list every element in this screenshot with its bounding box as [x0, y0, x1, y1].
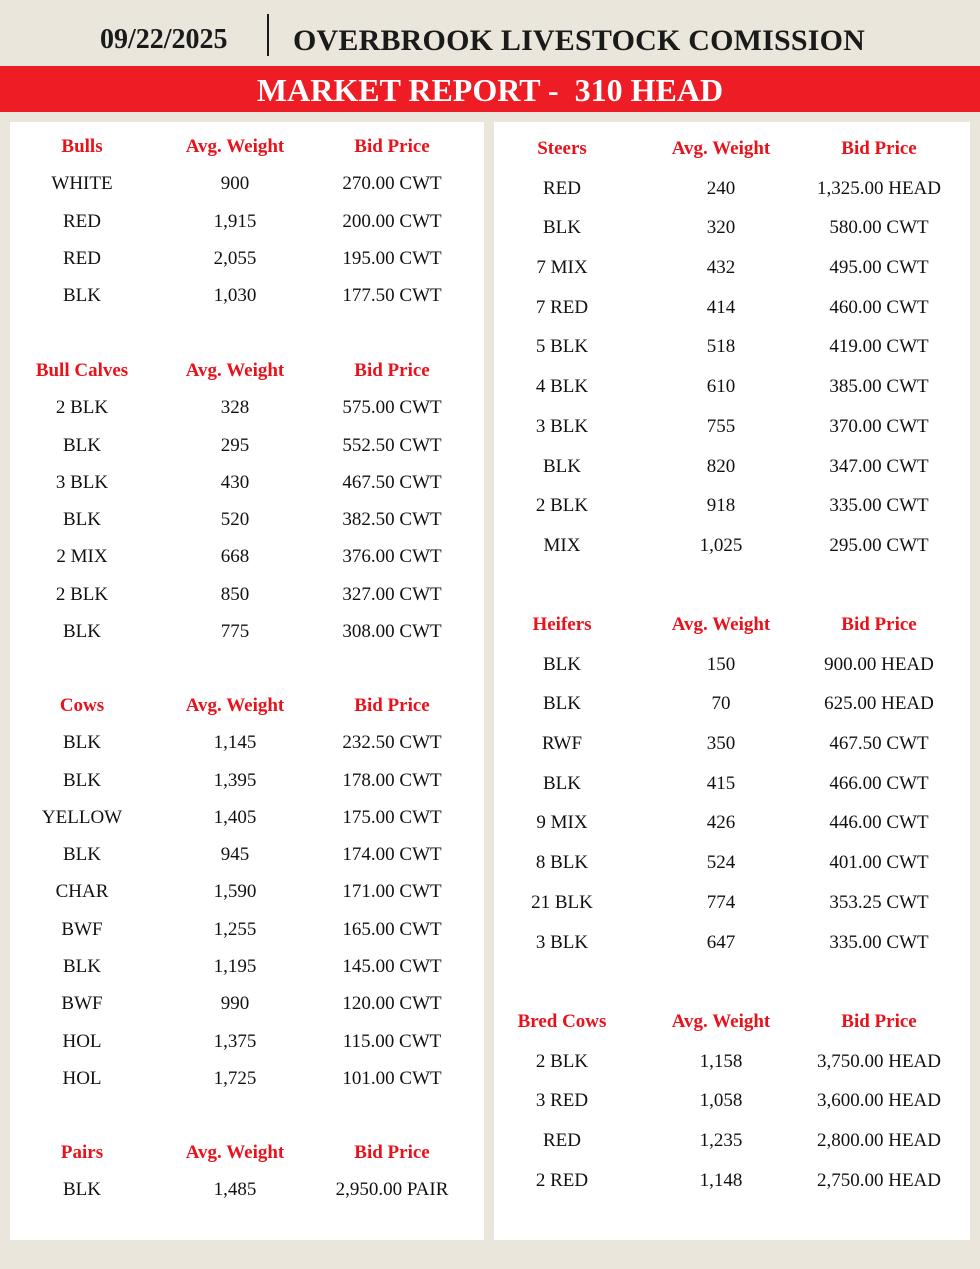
lot-description: BLK	[63, 621, 101, 643]
bid-price-header: Bid Price	[841, 1011, 917, 1032]
table-row	[494, 932, 970, 972]
bid-price: 120.00 CWT	[342, 993, 442, 1015]
lot-description: 21 BLK	[531, 891, 593, 913]
bid-price: 382.50 CWT	[342, 509, 442, 531]
steers-section	[494, 138, 970, 575]
bid-price: 376.00 CWT	[342, 546, 442, 568]
avg-weight: 240	[706, 177, 736, 199]
bid-price: 467.50 CWT	[342, 471, 442, 493]
avg-weight: 918	[706, 495, 736, 517]
bid-price: 145.00 CWT	[342, 956, 442, 978]
table-row	[10, 173, 484, 210]
table-row	[494, 376, 970, 416]
right-panel	[494, 122, 970, 1240]
table-row	[10, 1179, 484, 1216]
section-title: Steers	[537, 138, 587, 159]
avg-weight: 610	[706, 376, 736, 398]
bid-price: 353.25 CWT	[829, 891, 929, 913]
bid-price: 401.00 CWT	[829, 852, 929, 874]
avg-weight: 1,025	[699, 534, 743, 556]
pairs-section	[10, 1142, 484, 1217]
avg-weight-header: Avg. Weight	[185, 695, 285, 716]
bid-price: 177.50 CWT	[342, 285, 442, 307]
lot-description: RED	[63, 247, 101, 269]
report-date: 09/22/2025	[100, 24, 228, 55]
bid-price-header: Bid Price	[841, 614, 917, 635]
bid-price: 101.00 CWT	[342, 1067, 442, 1089]
avg-weight: 990	[220, 993, 250, 1015]
lot-description: CHAR	[55, 881, 109, 903]
table-row	[494, 257, 970, 297]
bull-calves-section	[10, 360, 484, 658]
table-row	[10, 1068, 484, 1105]
cows-section	[10, 695, 484, 1105]
lot-description: BLK	[63, 844, 101, 866]
section-header	[494, 138, 970, 178]
table-row	[494, 1051, 970, 1091]
section-title: Pairs	[60, 1142, 104, 1163]
table-row	[494, 852, 970, 892]
avg-weight: 755	[706, 415, 736, 437]
bid-price: 2,950.00 PAIR	[335, 1179, 449, 1201]
avg-weight-header: Avg. Weight	[185, 360, 285, 381]
avg-weight: 426	[706, 812, 736, 834]
avg-weight: 1,148	[699, 1169, 743, 1191]
section-header	[10, 360, 484, 397]
table-row	[10, 397, 484, 434]
avg-weight: 1,058	[699, 1090, 743, 1112]
avg-weight: 328	[220, 397, 250, 419]
company-name: OVERBROOK LIVESTOCK COMISSION	[293, 24, 866, 57]
bid-price: 552.50 CWT	[342, 434, 442, 456]
table-row	[10, 881, 484, 918]
avg-weight: 647	[706, 931, 736, 953]
table-row	[494, 1130, 970, 1170]
bid-price: 295.00 CWT	[829, 534, 929, 556]
table-row	[494, 733, 970, 773]
avg-weight: 150	[706, 653, 736, 675]
bid-price: 495.00 CWT	[829, 257, 929, 279]
section-title: Bred Cows	[517, 1011, 607, 1032]
table-row	[494, 812, 970, 852]
bred-cows-section	[494, 1011, 970, 1209]
table-row	[494, 297, 970, 337]
lot-description: 8 BLK	[535, 852, 589, 874]
bid-price: 174.00 CWT	[342, 844, 442, 866]
bid-price: 171.00 CWT	[342, 881, 442, 903]
avg-weight: 1,405	[213, 806, 257, 828]
lot-description: RED	[63, 210, 101, 232]
lot-description: RED	[543, 177, 581, 199]
lot-description: YELLOW	[41, 806, 123, 828]
avg-weight: 1,915	[213, 210, 257, 232]
bid-price-header: Bid Price	[354, 695, 430, 716]
bid-price: 308.00 CWT	[342, 621, 442, 643]
avg-weight: 520	[220, 509, 250, 531]
table-row	[494, 495, 970, 535]
lot-description: BLK	[63, 509, 101, 531]
lot-description: BWF	[61, 918, 103, 940]
avg-weight: 350	[706, 733, 736, 755]
bid-price: 460.00 CWT	[829, 296, 929, 318]
table-row	[10, 509, 484, 546]
avg-weight-header: Avg. Weight	[185, 1142, 285, 1163]
lot-description: 2 BLK	[55, 397, 109, 419]
avg-weight: 900	[220, 173, 250, 195]
lot-description: MIX	[543, 534, 581, 556]
table-row	[494, 693, 970, 733]
avg-weight: 1,725	[213, 1067, 257, 1089]
avg-weight: 2,055	[213, 247, 257, 269]
table-row	[10, 844, 484, 881]
lot-description: 2 BLK	[55, 583, 109, 605]
section-header	[494, 1011, 970, 1051]
section-header	[10, 136, 484, 173]
header-divider	[267, 14, 269, 56]
avg-weight: 320	[706, 217, 736, 239]
table-row	[10, 472, 484, 509]
lot-description: 2 BLK	[535, 495, 589, 517]
bid-price-header: Bid Price	[354, 136, 430, 157]
table-row	[494, 217, 970, 257]
bid-price: 2,800.00 HEAD	[816, 1130, 942, 1152]
avg-weight: 518	[706, 336, 736, 358]
table-row	[10, 919, 484, 956]
lot-description: BLK	[543, 772, 581, 794]
section-title: Bull Calves	[35, 360, 129, 381]
table-row	[10, 956, 484, 993]
table-row	[494, 1170, 970, 1210]
table-row	[10, 1031, 484, 1068]
avg-weight-header: Avg. Weight	[185, 136, 285, 157]
avg-weight-header: Avg. Weight	[671, 138, 771, 159]
bid-price: 175.00 CWT	[342, 806, 442, 828]
lot-description: BLK	[543, 217, 581, 239]
heifers-section	[494, 614, 970, 971]
lot-description: HOL	[62, 1067, 102, 1089]
avg-weight: 432	[706, 257, 736, 279]
lot-description: 2 MIX	[56, 546, 108, 568]
table-row	[494, 178, 970, 218]
bid-price: 419.00 CWT	[829, 336, 929, 358]
table-row	[10, 732, 484, 769]
table-row	[10, 584, 484, 621]
bid-price: 3,600.00 HEAD	[816, 1090, 942, 1112]
avg-weight: 1,375	[213, 1030, 257, 1052]
lot-description: BLK	[63, 769, 101, 791]
avg-weight: 1,255	[213, 918, 257, 940]
table-row	[494, 456, 970, 496]
bid-price: 2,750.00 HEAD	[816, 1169, 942, 1191]
bid-price: 178.00 CWT	[342, 769, 442, 791]
avg-weight: 524	[706, 852, 736, 874]
bid-price: 335.00 CWT	[829, 931, 929, 953]
avg-weight: 668	[220, 546, 250, 568]
avg-weight: 1,395	[213, 769, 257, 791]
section-header	[10, 695, 484, 732]
bid-price: 335.00 CWT	[829, 495, 929, 517]
lot-description: 3 BLK	[535, 931, 589, 953]
lot-description: WHITE	[51, 173, 113, 195]
lot-description: 3 BLK	[55, 471, 109, 493]
table-row	[10, 770, 484, 807]
table-row	[10, 807, 484, 844]
table-row	[10, 621, 484, 658]
bid-price: 195.00 CWT	[342, 247, 442, 269]
lot-description: 2 RED	[535, 1169, 589, 1191]
lot-description: 3 RED	[535, 1090, 589, 1112]
table-row	[10, 248, 484, 285]
avg-weight-header: Avg. Weight	[671, 1011, 771, 1032]
section-title: Heifers	[532, 614, 592, 635]
avg-weight: 1,030	[213, 285, 257, 307]
lot-description: 2 BLK	[535, 1050, 589, 1072]
lot-description: 7 MIX	[536, 257, 588, 279]
report-header	[0, 0, 980, 66]
left-panel	[10, 122, 484, 1240]
avg-weight: 820	[706, 455, 736, 477]
table-row	[10, 546, 484, 583]
bid-price-header: Bid Price	[841, 138, 917, 159]
section-header	[494, 614, 970, 654]
lot-description: RED	[543, 1130, 581, 1152]
avg-weight: 1,485	[213, 1179, 257, 1201]
table-row	[10, 435, 484, 472]
avg-weight: 774	[706, 891, 736, 913]
bid-price: 580.00 CWT	[829, 217, 929, 239]
bid-price: 1,325.00 HEAD	[816, 177, 942, 199]
lot-description: BWF	[61, 993, 103, 1015]
bid-price: 446.00 CWT	[829, 812, 929, 834]
avg-weight: 1,145	[213, 732, 257, 754]
lot-description: 9 MIX	[536, 812, 588, 834]
section-title: Cows	[59, 695, 105, 716]
avg-weight: 1,158	[699, 1050, 743, 1072]
table-row	[10, 211, 484, 248]
lot-description: 4 BLK	[535, 376, 589, 398]
bid-price: 347.00 CWT	[829, 455, 929, 477]
bulls-section	[10, 136, 484, 322]
bid-price: 900.00 HEAD	[824, 653, 934, 675]
table-row	[494, 892, 970, 932]
table-row	[494, 654, 970, 694]
avg-weight: 850	[220, 583, 250, 605]
bid-price: 165.00 CWT	[342, 918, 442, 940]
lot-description: BLK	[543, 455, 581, 477]
lot-description: 5 BLK	[535, 336, 589, 358]
avg-weight: 775	[220, 621, 250, 643]
avg-weight: 70	[711, 693, 731, 715]
avg-weight: 295	[220, 434, 250, 456]
table-row	[494, 773, 970, 813]
avg-weight: 430	[220, 471, 250, 493]
bid-price: 467.50 CWT	[829, 733, 929, 755]
bid-price: 575.00 CWT	[342, 397, 442, 419]
bid-price: 270.00 CWT	[342, 173, 442, 195]
avg-weight: 414	[706, 296, 736, 318]
table-row	[494, 416, 970, 456]
lot-description: HOL	[62, 1030, 102, 1052]
section-header	[10, 1142, 484, 1179]
avg-weight: 415	[706, 772, 736, 794]
bid-price: 466.00 CWT	[829, 772, 929, 794]
bid-price-header: Bid Price	[354, 360, 430, 381]
avg-weight: 1,195	[213, 956, 257, 978]
bid-price: 115.00 CWT	[342, 1030, 442, 1052]
lot-description: BLK	[63, 434, 101, 456]
avg-weight-header: Avg. Weight	[671, 614, 771, 635]
avg-weight: 1,590	[213, 881, 257, 903]
lot-description: BLK	[63, 285, 101, 307]
lot-description: BLK	[63, 732, 101, 754]
table-row	[494, 535, 970, 575]
lot-description: BLK	[63, 1179, 101, 1201]
bid-price: 625.00 HEAD	[824, 693, 934, 715]
lot-description: 7 RED	[535, 296, 589, 318]
bid-price: 232.50 CWT	[342, 732, 442, 754]
market-report-banner: MARKET REPORT - 310 HEAD	[0, 66, 980, 112]
bid-price: 200.00 CWT	[342, 210, 442, 232]
bid-price-header: Bid Price	[354, 1142, 430, 1163]
avg-weight: 1,235	[699, 1130, 743, 1152]
lot-description: RWF	[541, 733, 583, 755]
bid-price: 370.00 CWT	[829, 415, 929, 437]
lot-description: BLK	[543, 653, 581, 675]
table-row	[494, 1090, 970, 1130]
section-title: Bulls	[61, 136, 103, 157]
table-row	[10, 993, 484, 1030]
lot-description: BLK	[543, 693, 581, 715]
table-row	[494, 336, 970, 376]
lot-description: 3 BLK	[535, 415, 589, 437]
bid-price: 327.00 CWT	[342, 583, 442, 605]
bid-price: 3,750.00 HEAD	[816, 1050, 942, 1072]
lot-description: BLK	[63, 956, 101, 978]
bid-price: 385.00 CWT	[829, 376, 929, 398]
avg-weight: 945	[220, 844, 250, 866]
table-row	[10, 285, 484, 322]
